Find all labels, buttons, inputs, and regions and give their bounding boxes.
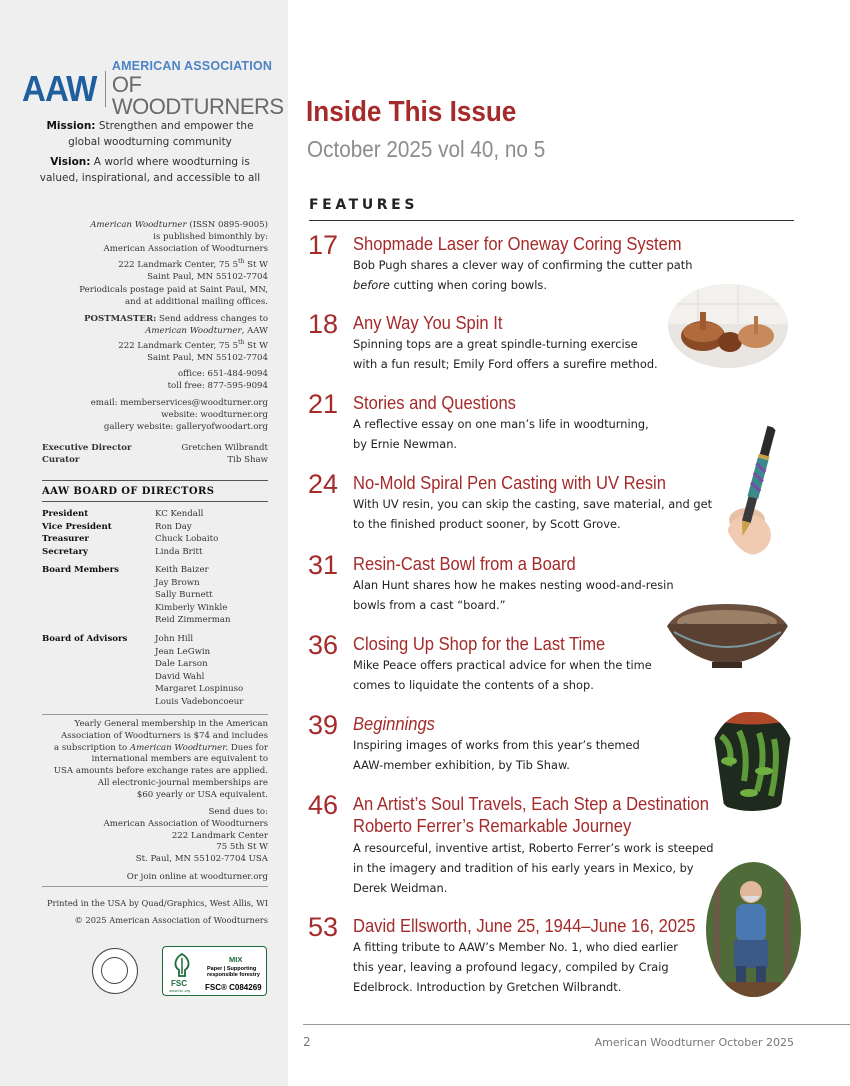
board-member: Reid Zimmerman [155,615,231,625]
article-subtitle[interactable]: Roberto Ferrer’s Remarkable Journey [353,816,632,836]
tollfree-phone[interactable]: toll free: 877-595-9094 [167,381,268,392]
article-description [353,275,547,295]
fsc-paper-line2: responsible forestry [207,972,260,978]
board-member: Kimberly Winkle [155,602,228,613]
pm-aaw: , AAW [241,326,268,337]
advisor: Jean LeGwin [155,646,211,657]
article-page-number: 53 [308,912,339,942]
fsc-mix: MIX [229,955,243,964]
board-member: Sally Burnett [155,590,213,600]
board-members-label: Board Members [42,565,120,575]
article-description: in the imagery and tradition of his early years in Mexico, by [353,861,694,875]
resin-bowl-photo [664,602,791,672]
printing-info [42,895,268,929]
fsc-name: FSC [171,979,187,988]
copyright: © 2025 American Association of Woodturners [74,915,268,925]
dues-line5: St. Paul, MN 55102-7704 USA [135,854,268,865]
staff-list [42,442,268,466]
spinning-tops-photo [668,284,788,368]
officer-name: KC Kendall [155,509,204,519]
advisor: John Hill [155,634,194,644]
web-info [42,397,268,434]
pm-magazine: American Woodturner [145,326,242,337]
article-page-number: 24 [308,469,339,499]
article-page-number: 36 [308,630,339,660]
article-description: AAW-member exhibition, by Tib Shaw. [353,758,570,772]
pm-addr1-sup: th [238,339,245,347]
article-emphasis: before [353,278,390,292]
logo-divider [105,71,106,107]
mission-text-b: global woodturning community [68,136,232,148]
officer-role: President [42,509,89,519]
page-title: Inside This Issue [306,96,517,128]
features-heading: FEATURES [309,197,419,213]
logo-mark: AAW [22,67,97,109]
staff-role: Executive Director [42,443,132,453]
advisors-label: Board of Advisors [42,634,128,644]
fsc-tree-icon [169,952,195,978]
divider [42,501,268,502]
article-description: Derek Weidman. [353,881,448,895]
magazine-name: American Woodturner [90,220,187,230]
article-title[interactable]: Stories and Questions [353,393,516,413]
logo-line2: OF WOODTURNERS [111,71,284,119]
article-description: with a fun result; Emily Ford offers a surefire method. [353,357,658,371]
article-description: by Ernie Newman. [353,437,458,451]
article-title[interactable]: No-Mold Spiral Pen Casting with UV Resin [353,473,666,493]
vision-text-a: A world where woodturning is [90,156,250,168]
footer-page-number: 2 [303,1035,311,1049]
article-title[interactable]: Closing Up Shop for the Last Time [353,634,606,654]
article-page-number: 21 [308,389,339,419]
advisor: Louis Vadeboncoeur [155,696,244,707]
pub-line5: Saint Paul, MN 55102-7704 [147,271,268,282]
postage-info [42,284,268,308]
article-title[interactable]: An Artist’s Soul Travels, Each Step a Destination [353,794,709,814]
publication-info [42,219,268,283]
board-officers [42,508,268,558]
article-page-number: 46 [308,790,339,820]
dues-line2: American Association of Woodturners [103,818,268,829]
membership-line2: Association of Woodturners is $74 and includes [61,730,268,741]
logo-line1: AMERICAN ASSOCIATION [111,59,273,73]
article-page-number: 31 [308,550,339,580]
article-description: Inspiring images of works from this year’s themed [353,738,640,752]
join-online-link[interactable]: Or join online at woodturner.org [126,872,268,882]
postmaster-info [42,313,268,365]
phone-info [42,368,268,392]
pm-addr2: Saint Paul, MN 55102-7704 [147,353,268,364]
gallery-link[interactable]: gallery website: galleryofwoodart.org [103,422,268,433]
features-rule [309,220,794,221]
staff-role: Curator [42,455,80,466]
advisor: David Wahl [155,671,205,682]
vision-statement [30,154,270,186]
issue-subtitle: October 2025 vol 40, no 5 [307,136,546,162]
membership-line1: Yearly General membership in the American [74,719,268,729]
staff-row [42,454,268,466]
article-title[interactable]: Any Way You Spin It [353,313,503,333]
pub-line4-end: St W [244,259,268,270]
officer-name: Linda Britt [155,546,203,557]
dues-line1: Send dues to: [208,807,268,817]
board-member: Jay Brown [155,577,200,588]
article-description: Edelbrock. Introduction by Gretchen Wilbrandt. [353,980,622,994]
membership-line3a: a subscription to [54,742,130,753]
membership-line7: $60 yearly or USA equivalent. [136,789,268,800]
officer-role: Treasurer [42,534,89,544]
beginnings-vessel-photo [709,711,796,817]
staff-name: Tib Shaw [227,455,268,466]
article-description: Bob Pugh shares a clever way of confirming the cutter path [353,258,693,272]
article-description: A resourceful, inventive artist, Roberto Ferrer’s work is steeped [353,841,714,855]
staff-name: Gretchen Wilbrandt [181,443,268,453]
board-member: Keith Baizer [155,565,209,575]
fsc-paper [207,966,260,978]
membership-line6: All electronic-journal memberships are [97,777,268,788]
membership-line4: international members are equivalent to [91,754,268,765]
pm-addr1-end: St W [244,341,268,352]
divider [42,714,268,715]
mission-text-a: Strengthen and empower the [95,120,254,132]
article-description: comes to liquidate the contents of a shop. [353,678,594,692]
officer-name: Chuck Lobaito [155,534,219,544]
footer-rule [303,1024,850,1025]
article-description: A fitting tribute to AAW’s Member No. 1, who died earlier [353,940,678,954]
office-phone[interactable]: office: 651-484-9094 [177,369,268,379]
membership-magazine: American Woodturner. [129,742,229,753]
advisor: Dale Larson [155,659,208,669]
board-title: AAW BOARD OF DIRECTORS [42,486,215,497]
divider [42,886,268,887]
article-description-end: cutting when coring bowls. [389,278,547,292]
article-page-number: 39 [308,710,339,740]
pub-line4-sup: th [238,257,245,265]
roberto-ferrer-portrait-photo [706,862,801,997]
vision-text-b: valued, inspirational, and accessible to all [39,172,261,184]
website-link[interactable]: website: woodturner.org [161,410,268,421]
postage-line2: and at additional mailing offices. [125,297,268,308]
mission-statement [30,118,270,150]
email-link[interactable]: email: memberservices@woodturner.org [90,398,268,408]
aaw-logo[interactable] [22,60,288,118]
recycled-seal-icon [92,948,138,994]
dues-line3: 222 Landmark Center [171,830,268,841]
article-description: A reflective essay on one man’s life in woodturning, [353,417,649,431]
article-title[interactable]: Resin-Cast Bowl from a Board [353,554,576,574]
pm-addr1: 222 Landmark Center, 75 5 [118,341,239,352]
article-description: this year, leaving a profound legacy, compiled by Craig [353,960,669,974]
vision-label: Vision: [50,156,91,168]
pub-line2: is published bimonthly by: [153,232,268,243]
officer-role: Vice President [42,521,112,532]
article-description: bowls from a cast “board.” [353,598,506,612]
officer-name: Ron Day [155,521,192,532]
staff-row [42,442,268,454]
membership-line3b: Dues for [228,742,268,753]
article-description: Spinning tops are a great spindle-turning exercise [353,337,638,351]
issn: (ISSN 0895-9005) [186,220,268,230]
article-description: With UV resin, you can skip the casting, save material, and get [353,497,713,511]
postage-line1: Periodicals postage paid at Saint Paul, MN, [79,285,268,295]
dues-line4: 75 5th St W [216,842,268,853]
article-title[interactable]: David Ellsworth, June 25, 1944–June 16, 2025 [353,916,696,936]
pub-line4: 222 Landmark Center, 75 5 [118,259,239,270]
board-advisors [42,633,268,708]
postmaster-text: Send address changes to [156,314,268,324]
divider [42,480,268,481]
pub-line3: American Association of Woodturners [103,244,268,255]
fsc-code: FSC® C084269 [205,983,262,992]
membership-info [42,719,268,802]
dues-address [42,807,268,866]
fsc-certification-badge [162,946,267,996]
officer-role: Secretary [42,546,88,557]
article-description: Mike Peace offers practical advice for when the time [353,658,652,672]
logo-text [112,60,288,118]
article-page-number: 17 [308,230,339,260]
article-page-number: 18 [308,309,339,339]
article-description: to the finished product sooner, by Scott Grove. [353,517,621,531]
membership-line5: USA amounts before exchange rates are applied. [53,766,268,777]
printed-by: Printed in the USA by Quad/Graphics, West Allis, WI [46,898,268,908]
article-title[interactable]: Shopmade Laser for Oneway Coring System [353,234,682,254]
fsc-web: www.fsc.org [169,989,191,993]
board-members [42,564,268,627]
postmaster-label: POSTMASTER: [84,314,157,324]
article-title[interactable]: Beginnings [353,714,435,734]
fsc-paper-line1: Paper | Supporting [207,966,257,972]
article-description: Alan Hunt shares how he makes nesting wood-and-resin [353,578,674,592]
masthead-sidebar [0,0,288,1086]
mission-label: Mission: [46,120,96,132]
footer-magazine: American Woodturner October 2025 [594,1036,794,1049]
spiral-pen-photo [719,420,793,555]
advisor: Margaret Lospinuso [155,684,244,694]
